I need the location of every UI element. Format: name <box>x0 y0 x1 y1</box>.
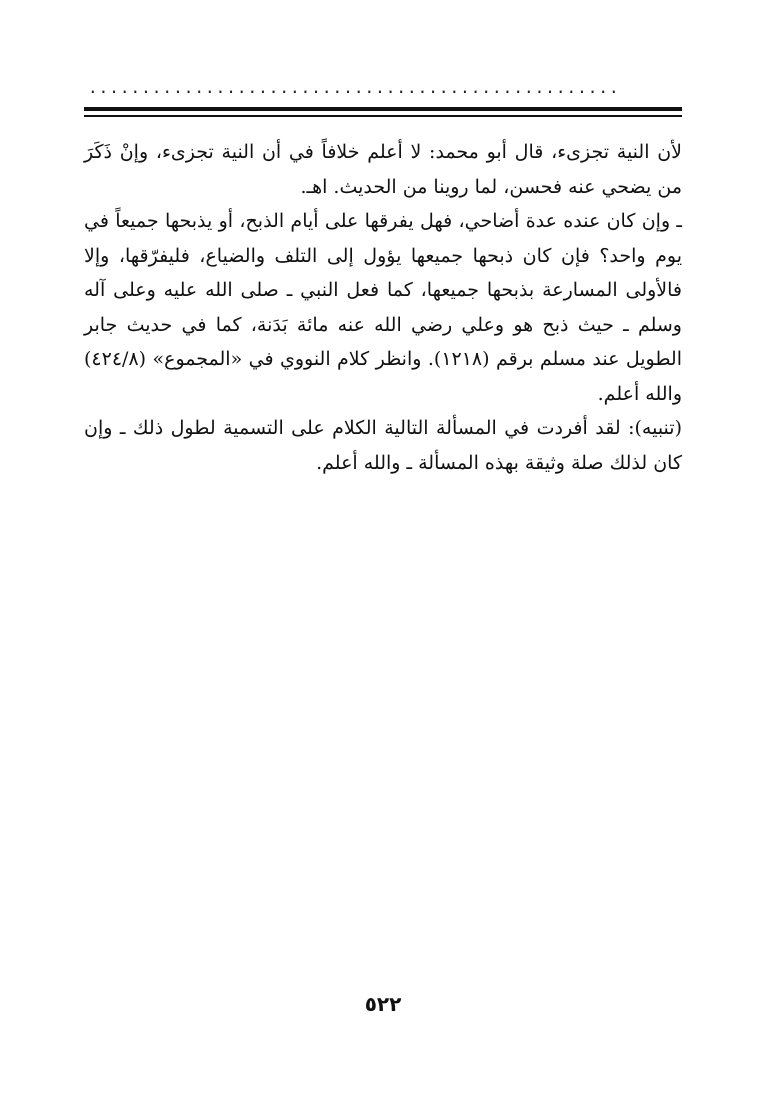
header-dotted-leader: .................................................. <box>88 78 620 97</box>
page-number: ٥٢٢ <box>364 992 402 1016</box>
paragraph-2: ـ وإن كان عنده عدة أضاحي، فهل يفرقها على أيام الذبح، أو يذبحها جميعاً في يوم واحد؟ فإن كان ذبحها جميعها يؤول إلى التلف والضياع، فليفرّقها، وإلا فالأولى المسارعة بذبحها جميعها، كما فعل النبي ـ صلى الله عليه وعلى آله وسلم ـ حيث ذبح هو وعلي رضي الله عنه مائة بَدَنة، كما في حديث جابر الطويل عند مسلم برقم (١٢١٨). وانظر كلام النووي في «المجموع» (٤٢٤/٨) والله أعلم. <box>84 210 682 405</box>
paragraph-1: لأن النية تجزىء، قال أبو محمد: لا أعلم خلافاً في أن النية تجزىء، وإنْ ذَكَرَ من يضحي عنه فحسن، لما روينا من الحديث. اهـ. <box>84 141 682 198</box>
main-text <box>84 135 682 480</box>
header-rule-thin <box>84 115 682 117</box>
header-rule-thick <box>84 107 682 111</box>
paragraph-3: (تنبيه): لقد أفردت في المسألة التالية الكلام على التسمية لطول ذلك ـ وإن كان لذلك صلة وثيقة بهذه المسألة ـ والله أعلم. <box>84 417 682 474</box>
